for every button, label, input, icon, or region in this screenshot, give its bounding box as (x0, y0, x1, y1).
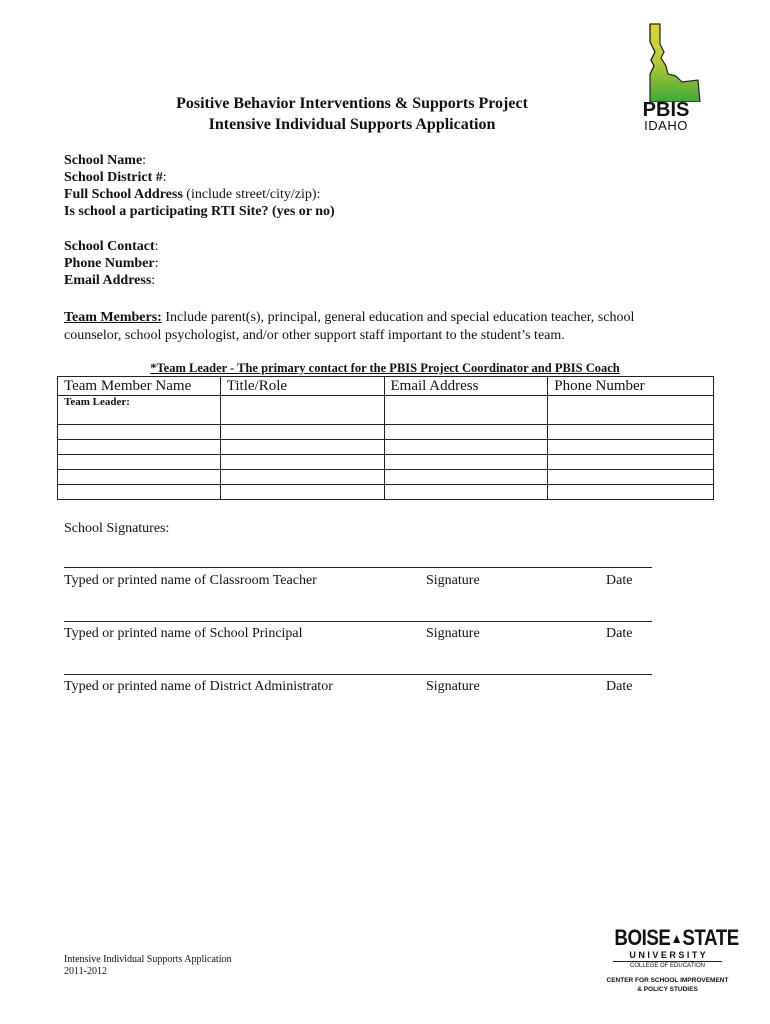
table-cell[interactable] (384, 470, 548, 485)
boise-state-wordmark (614, 925, 739, 950)
pbis-logo-word: PBIS (642, 99, 690, 121)
table-cell[interactable] (548, 396, 714, 425)
table-cell[interactable] (220, 440, 384, 455)
table-cell[interactable] (220, 396, 384, 425)
bsu-college: COLLEGE OF EDUCATION (613, 961, 722, 970)
school-name-field: School Name: (64, 153, 147, 168)
bsu-university: U N I V E R S I T Y (629, 950, 706, 960)
table-cell[interactable] (220, 470, 384, 485)
table-cell[interactable] (58, 485, 221, 500)
team-members-text-1: Include parent(s), principal, general education and special education teacher, school (165, 310, 635, 325)
teacher-signature-label: Signature (426, 573, 480, 588)
header-phone-number: Phone Number (548, 377, 714, 396)
principal-name-label: Typed or printed name of School Principal (64, 626, 303, 641)
school-contact-label: School Contact (64, 239, 155, 254)
signature-line-administrator[interactable] (64, 674, 652, 675)
table-cell[interactable] (220, 425, 384, 440)
table-cell[interactable] (220, 455, 384, 470)
school-name-label: School Name (64, 153, 143, 168)
table-row (58, 455, 714, 470)
pbis-logo-state: IDAHO (644, 118, 688, 133)
table-header-row (58, 377, 714, 396)
school-address-hint: (include street/city/zip): (186, 187, 321, 202)
table-row (58, 470, 714, 485)
table-cell[interactable] (548, 440, 714, 455)
table-row (58, 485, 714, 500)
table-cell[interactable] (548, 470, 714, 485)
bsu-center-line2: & POLICY STUDIES (637, 986, 698, 993)
teacher-name-label: Typed or printed name of Classroom Teacher (64, 573, 317, 588)
idaho-state-icon (620, 22, 710, 102)
table-cell[interactable] (548, 455, 714, 470)
table-cell[interactable] (384, 485, 548, 500)
bronco-icon: ▲ (670, 930, 683, 946)
table-row (58, 440, 714, 455)
email-address-field: Email Address: (64, 273, 156, 288)
school-district-field: School District #: (64, 170, 167, 185)
boise-wordmark-right: STATE (682, 925, 739, 950)
team-members-text-2: counselor, school psychologist, and/or other support staff important to the student’s team. (64, 328, 565, 343)
table-cell[interactable] (548, 485, 714, 500)
school-district-label: School District # (64, 170, 163, 185)
table-cell[interactable] (58, 440, 221, 455)
page-title-line2: Intensive Individual Supports Application (208, 116, 496, 133)
school-contact-field: School Contact: (64, 239, 159, 254)
table-cell[interactable] (384, 396, 548, 425)
team-members-label: Team Members: (64, 310, 162, 325)
principal-signature-label: Signature (426, 626, 480, 641)
boise-wordmark-left: BOISE (614, 925, 671, 950)
table-cell[interactable] (548, 425, 714, 440)
email-address-label: Email Address (64, 273, 152, 288)
table-row (58, 425, 714, 440)
header-title-role: Title/Role (220, 377, 384, 396)
administrator-signature-label: Signature (426, 679, 480, 694)
administrator-name-label: Typed or printed name of District Administrator (64, 679, 333, 694)
phone-number-label: Phone Number (64, 256, 155, 271)
table-cell[interactable] (58, 425, 221, 440)
signature-line-teacher[interactable] (64, 567, 652, 568)
principal-date-label: Date (606, 626, 633, 641)
footer-year: 2011-2012 (64, 966, 107, 977)
table-cell[interactable] (384, 425, 548, 440)
team-leader-note: *Team Leader - The primary contact for the PBIS Project Coordinator and PBIS Coach (150, 361, 620, 375)
table-cell[interactable] (220, 485, 384, 500)
team-members-paragraph (64, 309, 704, 345)
school-address-label: Full School Address (64, 187, 183, 202)
teacher-date-label: Date (606, 573, 633, 588)
team-leader-cell[interactable]: Team Leader: (58, 396, 221, 425)
table-cell[interactable] (384, 455, 548, 470)
rti-site-label: Is school a participating RTI Site? (yes or no) (64, 204, 335, 219)
school-address-field (64, 186, 320, 203)
rti-site-field (64, 203, 335, 220)
table-cell[interactable] (58, 470, 221, 485)
footer-title: Intensive Individual Supports Application (64, 954, 232, 965)
header-email-address: Email Address (384, 377, 548, 396)
administrator-date-label: Date (606, 679, 633, 694)
table-row (58, 396, 714, 425)
table-cell[interactable] (384, 440, 548, 455)
signature-line-principal[interactable] (64, 621, 652, 622)
school-signatures-heading: School Signatures: (64, 521, 170, 536)
team-members-table (57, 376, 714, 500)
phone-number-field: Phone Number: (64, 256, 159, 271)
page-title-line1: Positive Behavior Interventions & Supports Project (176, 95, 528, 112)
boise-state-logo (605, 925, 739, 996)
bsu-center-line1: CENTER FOR SCHOOL IMPROVEMENT (606, 977, 729, 984)
table-cell[interactable] (58, 455, 221, 470)
header-team-member-name: Team Member Name (58, 377, 221, 396)
